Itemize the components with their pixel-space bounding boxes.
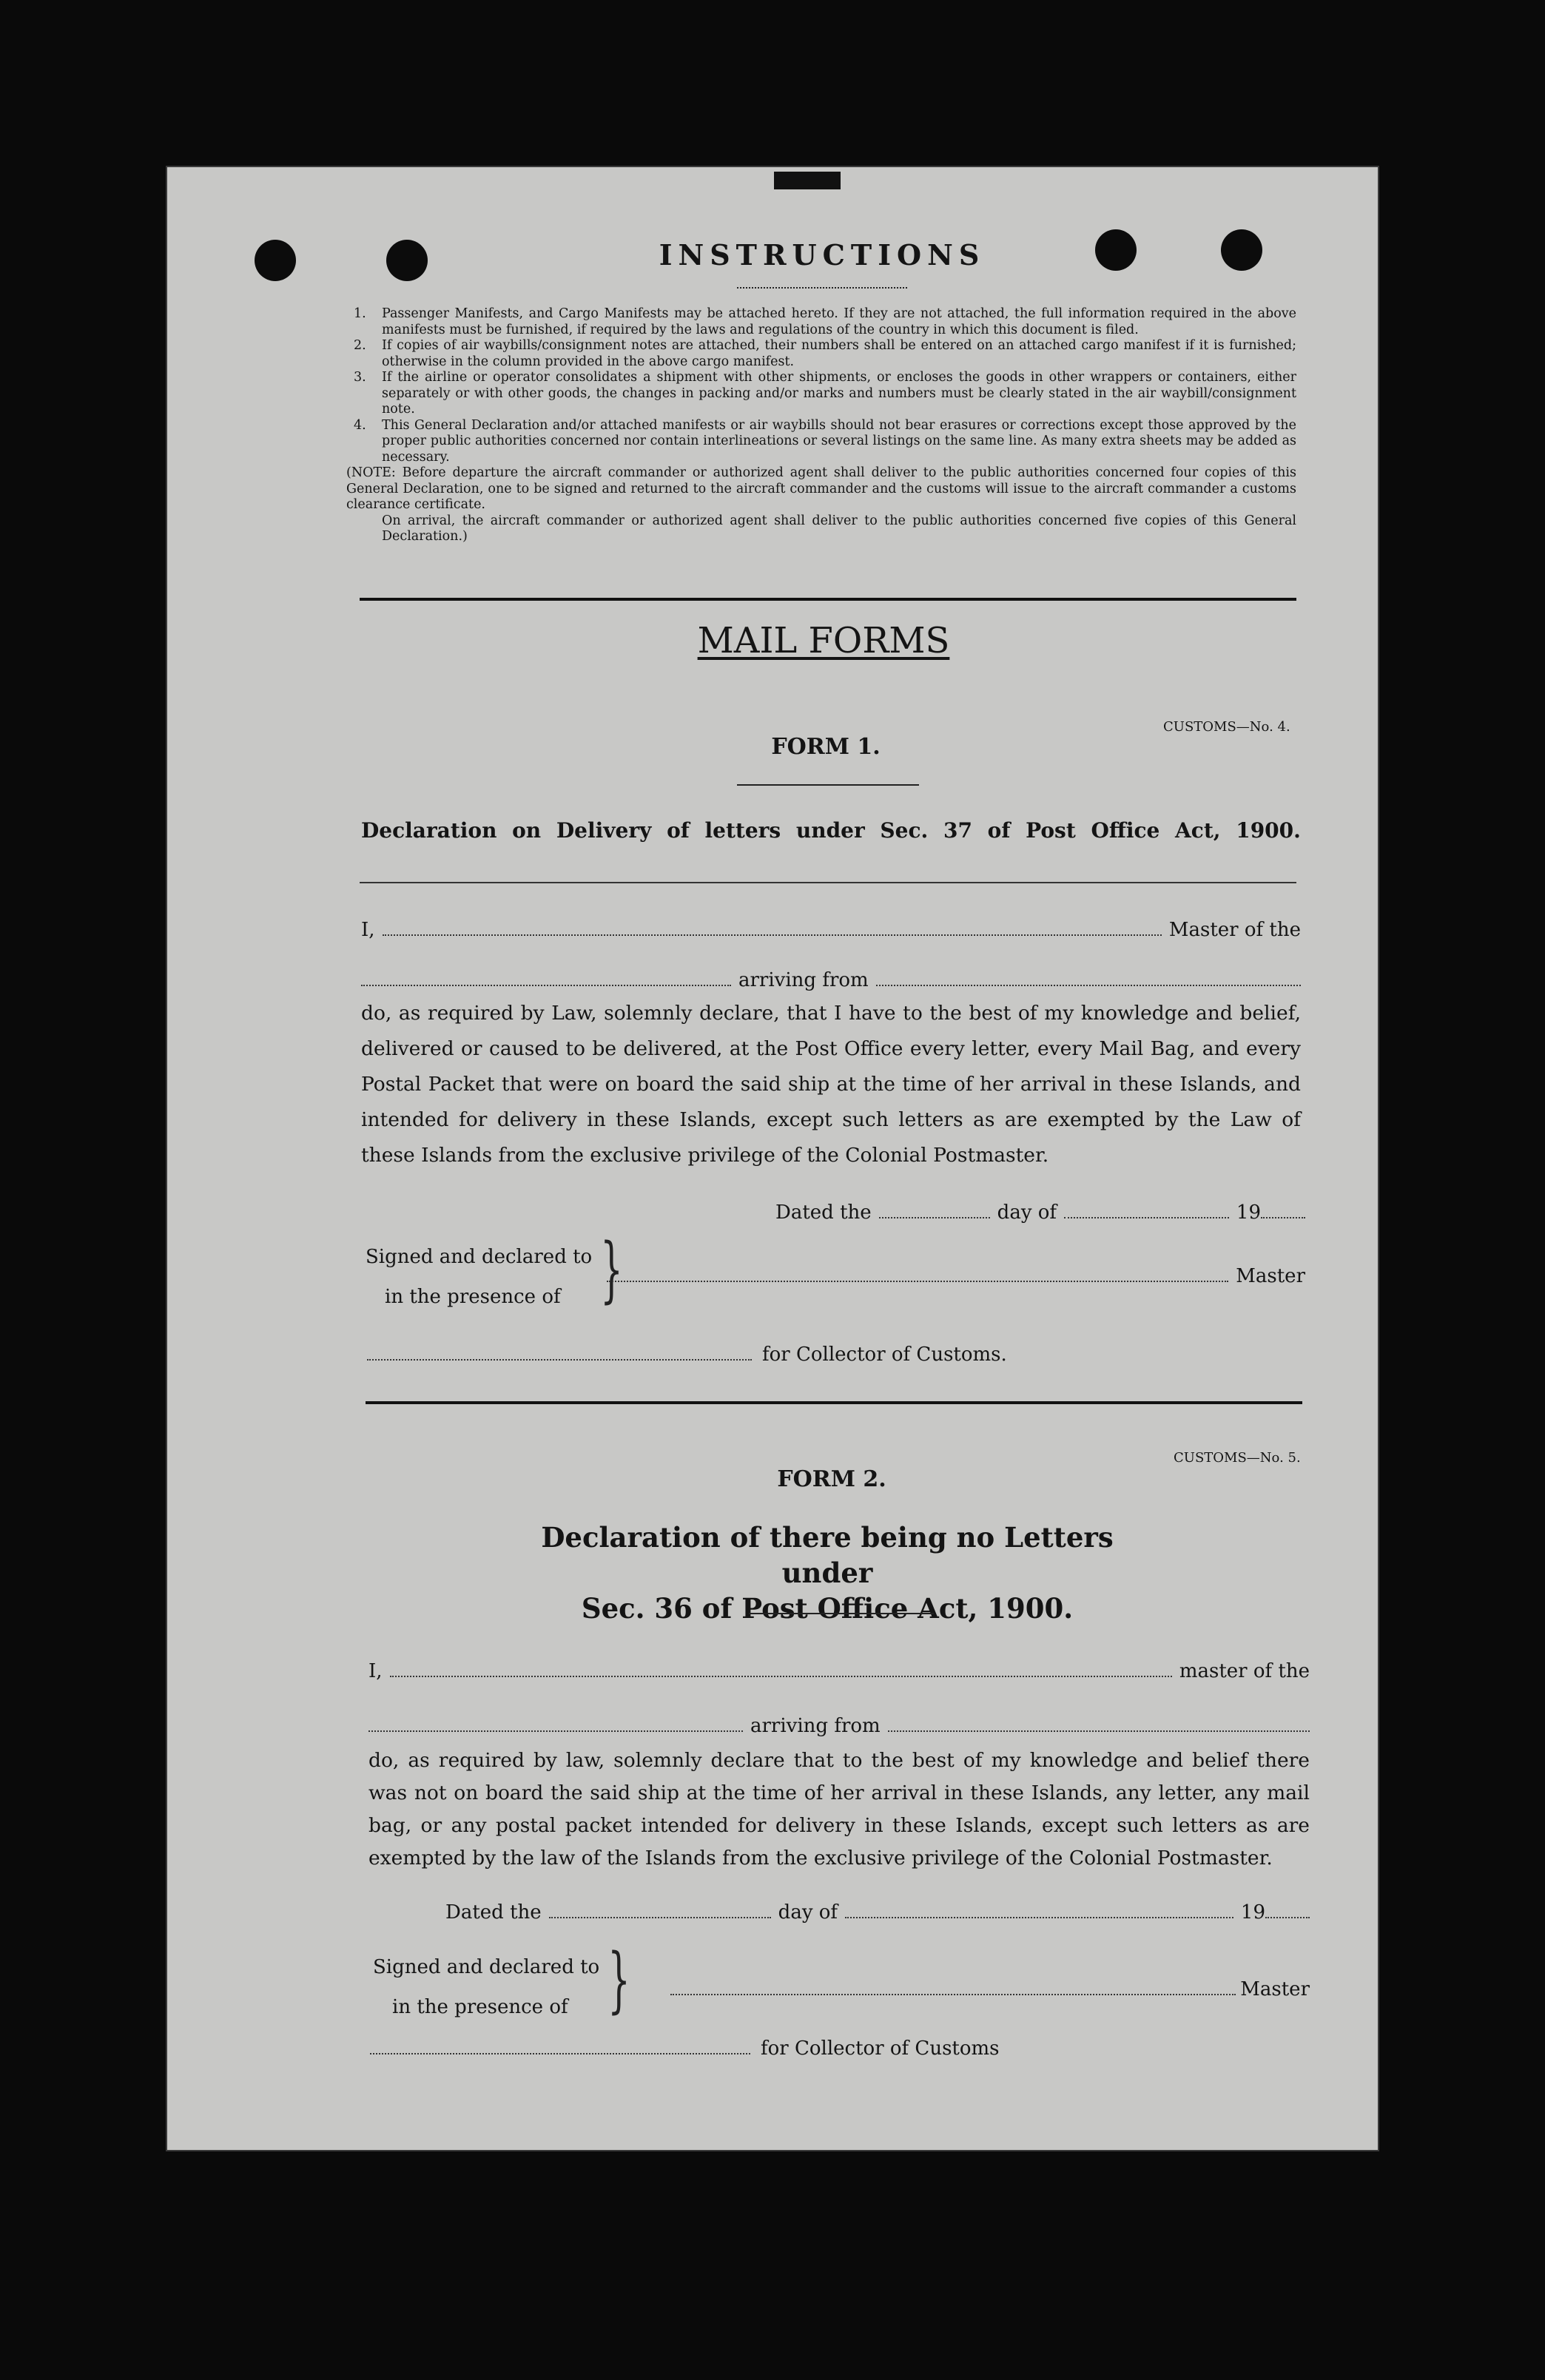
date-year-field[interactable] xyxy=(1261,1204,1305,1218)
form1-title-rule xyxy=(737,784,919,786)
presence-label: in the presence of xyxy=(392,1996,568,2018)
section-divider xyxy=(360,598,1296,601)
section-divider xyxy=(366,1401,1302,1404)
presence-label: in the presence of xyxy=(385,1286,561,1308)
collector-signature-field[interactable] xyxy=(370,2040,750,2054)
instruction-item: 2. If copies of air waybills/consignment notes are attached, their numbers shall be entered on an attached cargo manifest if it is furnished; otherwise in the column provided in the above cargo manifest. xyxy=(354,338,1296,369)
date-year-field[interactable] xyxy=(1265,1904,1310,1918)
brace-glyph: } xyxy=(607,1938,630,2021)
punch-hole xyxy=(1221,229,1262,271)
instruction-item: 1. Passenger Manifests, and Cargo Manifests may be attached hereto. If they are not attached, the full information required in the above manifests must be furnished, if required by the laws and regulations of the country in which this document is filed. xyxy=(354,306,1296,337)
date-day-field[interactable] xyxy=(879,1204,990,1218)
master-name-field[interactable] xyxy=(390,1662,1172,1677)
form1-date-line: Dated the day of 19 xyxy=(775,1201,1305,1224)
punch-hole xyxy=(255,240,296,281)
form2-master-line: I, master of the xyxy=(368,1660,1310,1682)
form1-heading: Declaration on Delivery of letters under Sec. 37 of Post Office Act, 1900. xyxy=(361,818,1301,843)
instructions-title: INSTRUCTIONS xyxy=(659,238,986,272)
mail-forms-title: MAIL FORMS xyxy=(697,620,950,661)
master-signature-field[interactable] xyxy=(670,1980,1236,1995)
customs-number: CUSTOMS—No. 5. xyxy=(1174,1450,1301,1466)
form1-master-line: I, Master of the xyxy=(361,919,1301,941)
form2-date-line: Dated the day of 19 xyxy=(445,1901,1310,1924)
instruction-item: 4. This General Declaration and/or attached manifests or air waybills should not bear erasures or corrections except those approved by the proper public authorities concerned nor contain interlineations or several listings on the same line. As many extra sheets may be added as necessary. xyxy=(354,417,1296,465)
title-underline xyxy=(737,287,907,289)
arriving-from-field[interactable] xyxy=(888,1717,1310,1732)
form2-arriving-line: arriving from xyxy=(368,1715,1310,1737)
form1-title: FORM 1. xyxy=(771,734,881,760)
ship-name-field[interactable] xyxy=(361,971,731,986)
paper-tab xyxy=(774,172,841,189)
master-signature-field[interactable] xyxy=(607,1267,1228,1282)
brace-glyph: } xyxy=(600,1228,623,1311)
form2-heading-rule xyxy=(749,1613,934,1614)
arriving-from-field[interactable] xyxy=(876,971,1301,986)
customs-number: CUSTOMS—No. 4. xyxy=(1163,719,1290,735)
heading-rule xyxy=(360,882,1296,883)
form2-title: FORM 2. xyxy=(777,1466,886,1492)
form2-heading: Declaration of there being no Letters under Sec. 36 of Post Office Act, 1900. xyxy=(541,1521,1114,1625)
form2-body: do, as required by law, solemnly declare that to the best of my knowledge and belief there was not on board the said ship at the time of her arrival in these Islands, any letter, any mail bag, or any postal packet intended for delivery in these Islands, except such letters as are exempted by the law of the Islands from the exclusive privilege of the Colonial Postmaster. xyxy=(368,1749,1310,1870)
punch-hole xyxy=(386,240,428,281)
instruction-note: (NOTE: Before departure the aircraft commander or authorized agent shall deliver to the public authorities concerned four copies of this General Declaration, one to be signed and returned to the aircraft commander and the customs will issue to the aircraft commander a customs clearance certificate. On arrival, the aircraft commander or authorized agent shall deliver to the public authorities concerned five copies of this General Declaration.) xyxy=(346,465,1296,544)
form2-signature-line: Master xyxy=(670,1978,1310,2000)
date-month-field[interactable] xyxy=(845,1904,1233,1918)
ship-name-field[interactable] xyxy=(368,1717,743,1732)
punch-hole xyxy=(1095,229,1137,271)
signed-declared-label: Signed and declared to xyxy=(373,1956,600,1978)
instructions-list xyxy=(346,306,1296,545)
collector-signature-field[interactable] xyxy=(367,1346,752,1361)
master-name-field[interactable] xyxy=(383,921,1162,936)
form1-collector-line: for Collector of Customs. xyxy=(367,1344,1018,1366)
signed-declared-label: Signed and declared to xyxy=(366,1246,593,1268)
instruction-item: 3. If the airline or operator consolidates a shipment with other shipments, or encloses the goods in other wrappers or containers, either separately or with other goods, the changes in packing and/or marks and numbers must be clearly stated in the air waybill/consignment note. xyxy=(354,370,1296,417)
form1-arriving-line: arriving from xyxy=(361,969,1301,991)
form1-signature-line: Master xyxy=(607,1265,1305,1287)
date-day-field[interactable] xyxy=(549,1904,771,1918)
form2-collector-line: for Collector of Customs xyxy=(370,2037,1021,2060)
form1-body: do, as required by Law, solemnly declare, that I have to the best of my knowledge and belief, delivered or caused to be delivered, at the Post Office every letter, every Mail Bag, and every Postal Packet that were on board the said ship at the time of her arrival in these Islands, and intended for delivery in these Islands, except such letters as are exempted by the Law of these Islands from the exclusive privilege of the Colonial Postmaster. xyxy=(361,1002,1301,1167)
date-month-field[interactable] xyxy=(1064,1204,1229,1218)
